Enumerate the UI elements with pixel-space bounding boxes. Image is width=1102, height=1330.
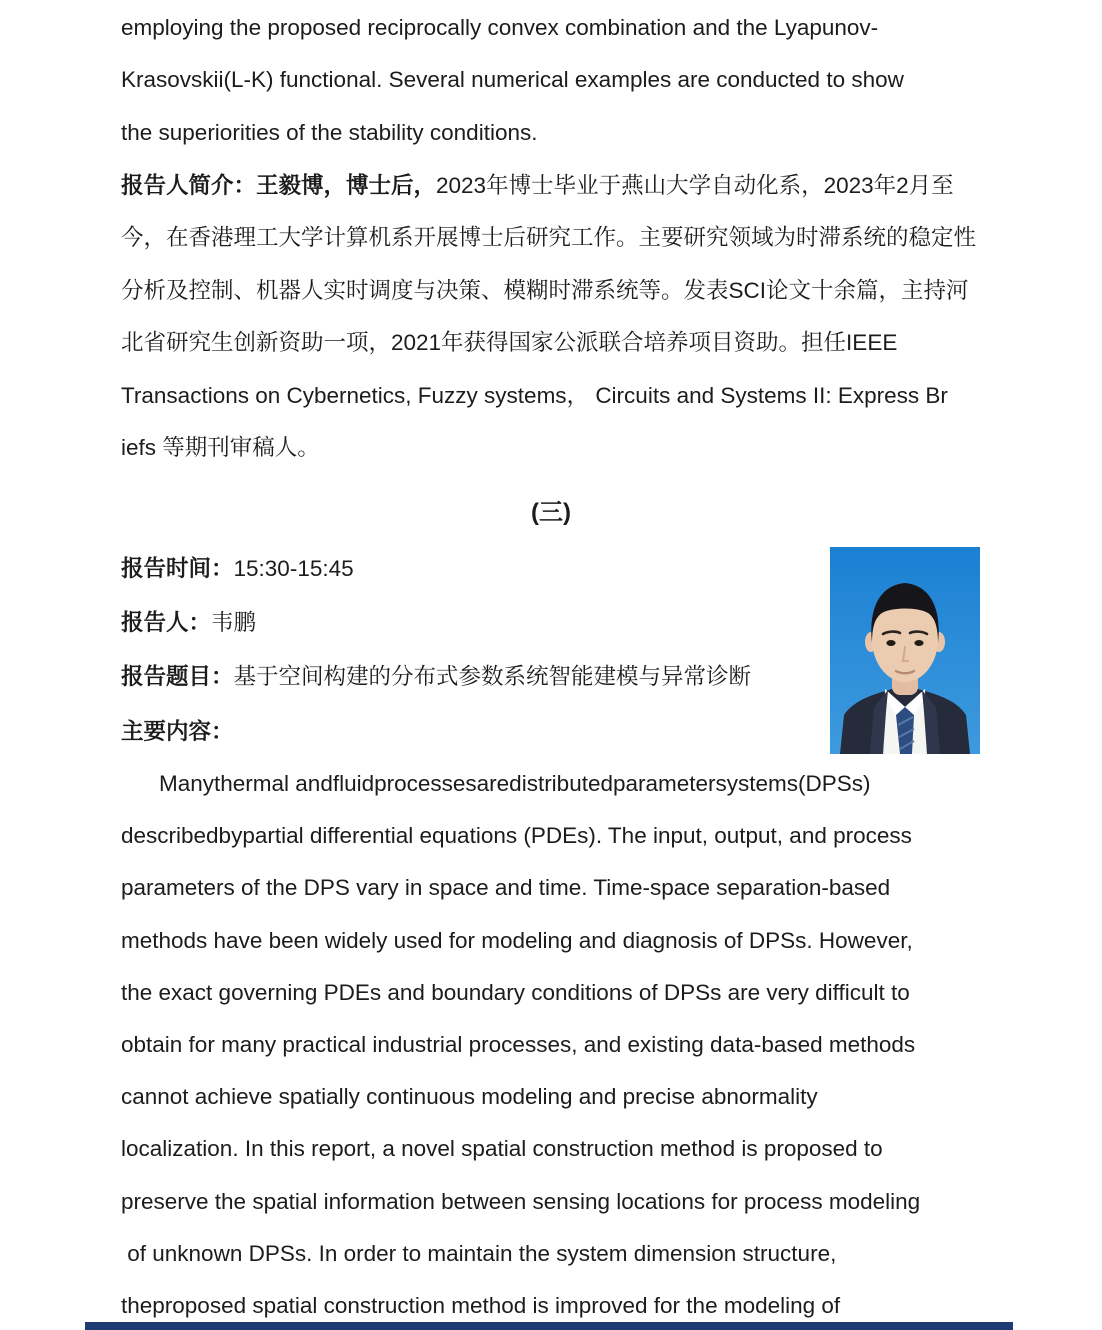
eye-right [914,640,923,646]
speaker-portrait-illustration [830,547,980,754]
bottom-divider-bar [85,1322,1013,1330]
speaker-photo [830,547,980,754]
speaker-bio-paragraph [121,160,1001,474]
abstract-line: methods have been widely used for modeling and diagnosis of DPSs. However, [121,927,913,953]
talk-time-value: 15:30-15:45 [233,556,354,581]
abstract-line: obtain for many practical industrial processes, and existing data-based methods [121,1032,916,1058]
abstract-paragraph [121,758,1001,1330]
abstract-line: theproposed spatial construction method is improved for the modeling of [121,1293,841,1319]
talk-content-label: 主要内容： [121,718,234,744]
talk-speaker-value: 韦鹏 [211,610,257,636]
bio-label: 报告人简介：王毅博，博士后， [121,173,437,198]
talk-title-label: 报告题目： [121,664,234,690]
abstract-line: Manythermal andfluidprocessesaredistributedparametersystems(DPSs) [159,771,871,796]
eye-left [886,640,895,646]
bio-line [121,160,1001,212]
previous-abstract-paragraph [121,2,1001,159]
abstract-line: cannot achieve spatially continuous modeling and precise abnormality [121,1084,818,1110]
bio-text: 2023年博士毕业于燕山大学自动化系，2023年2月至 [436,173,954,198]
section-heading: (三) [531,499,571,526]
paragraph-line: Krasovskii(L-K) functional. Several numerical examples are conducted to show [121,67,904,93]
section-heading-wrap [0,487,1102,539]
abstract-line: localization. In this report, a novel spatial construction method is proposed to [121,1136,883,1162]
bio-line: 今，在香港理工大学计算机系开展博士后研究工作。主要研究领域为时滞系统的稳定性 [121,225,977,251]
bio-line: Transactions on Cybernetics, Fuzzy systems， Circuits and Systems II: Express Br [121,382,948,408]
bio-line: 分析及控制、机器人实时调度与决策、模糊时滞系统等。发表SCI论文十余篇，主持河 [121,277,969,303]
bio-line: iefs 等期刊审稿人。 [121,435,320,461]
paragraph-line: the superiorities of the stability conditions. [121,119,538,145]
abstract-line: the exact governing PDEs and boundary conditions of DPSs are very difficult to [121,979,910,1005]
talk-speaker-label: 报告人： [121,610,212,636]
abstract-line: describedbypartial differential equations (PDEs). The input, output, and process [121,823,912,849]
abstract-line: of unknown DPSs. In order to maintain the system dimension structure, [121,1240,837,1266]
talk-time-label: 报告时间： [121,556,234,581]
paragraph-line: employing the proposed reciprocally convex combination and the Lyapunov- [121,15,879,40]
talk-title-value: 基于空间构建的分布式参数系统智能建模与异常诊断 [233,664,752,690]
abstract-line: parameters of the DPS vary in space and time. Time-space separation-based [121,875,891,901]
bio-line: 北省研究生创新资助一项，2021年获得国家公派联合培养项目资助。担任IEEE [121,330,898,356]
abstract-line: preserve the spatial information between sensing locations for process modeling [121,1188,921,1214]
